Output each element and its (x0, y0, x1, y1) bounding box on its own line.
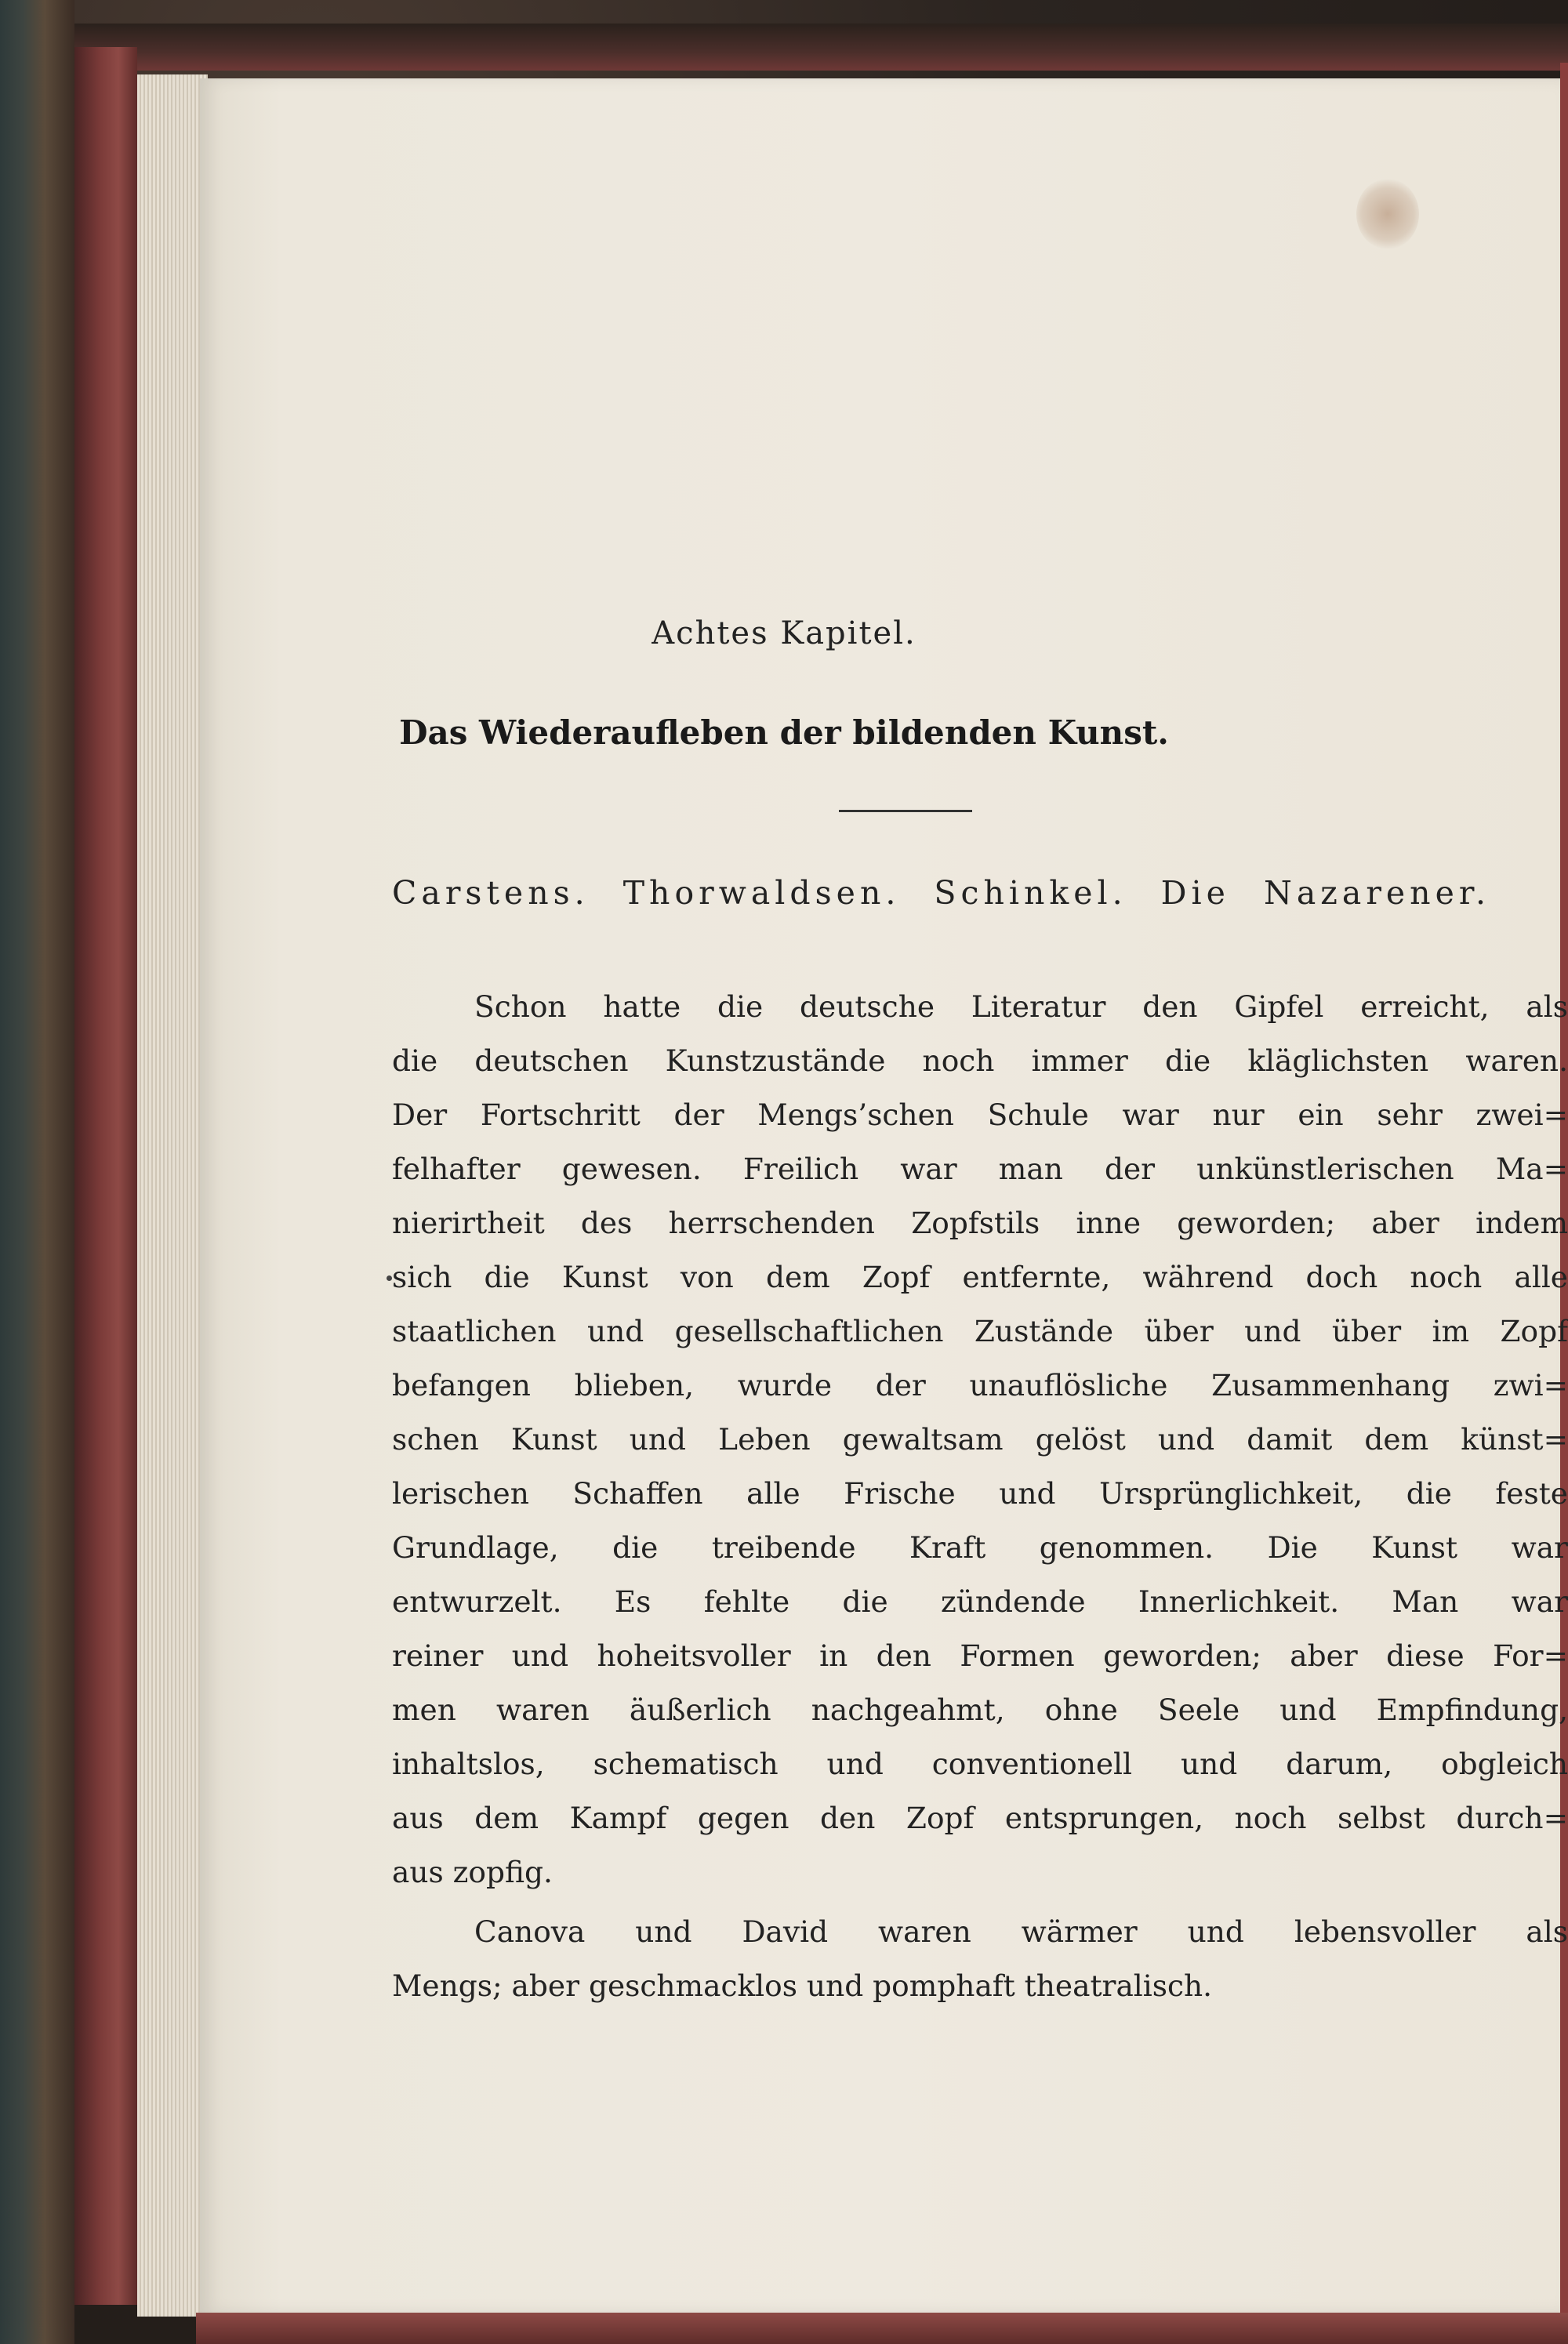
book-spine (0, 0, 74, 2344)
text-line: nierirtheit des herrschenden Zopfstils inne geworden; aber indem (392, 1206, 1568, 1240)
text-line: felhafter gewesen. Freilich war man der unkünstlerischen Ma= (392, 1152, 1568, 1186)
chapter-subheading: Carstens. Thorwaldsen. Schinkel. Die Nazarener. (392, 874, 1490, 912)
paragraph-1 (392, 980, 1568, 1900)
text-line: aus zopfig. (392, 1855, 553, 1889)
text-line: Mengs; aber geschmacklos und pomphaft theatralisch. (392, 1968, 1213, 2003)
text-line: Der Fortschritt der Mengs’schen Schule war nur ein sehr zwei= (392, 1098, 1568, 1132)
text-line: die deutschen Kunstzustände noch immer die kläglichsten waren. (392, 1043, 1568, 1078)
page-content (196, 0, 1568, 2344)
text-line: entwurzelt. Es fehlte die zündende Innerlichkeit. Man war (392, 1584, 1568, 1619)
text-line: reiner und hoheitsvoller in den Formen geworden; aber diese For= (392, 1638, 1568, 1673)
title-divider (839, 810, 972, 812)
text-line: Schon hatte die deutsche Literatur den Gipfel erreicht, als (474, 989, 1568, 1024)
text-line: Canova und David waren wärmer und lebensvoller als (474, 1914, 1568, 1949)
paragraph-2 (392, 1905, 1568, 2013)
chapter-title: Das Wiederaufleben der bildenden Kunst. (399, 713, 1169, 752)
text-line: Grundlage, die treibende Kraft genommen. Die Kunst war (392, 1530, 1568, 1565)
text-line: befangen blieben, wurde der unauflösliche Zusammenhang zwi= (392, 1368, 1568, 1402)
text-line: staatlichen und gesellschaftlichen Zustände über und über im Zopf (392, 1314, 1568, 1348)
text-line: aus dem Kampf gegen den Zopf entsprungen, noch selbst durch= (392, 1801, 1568, 1835)
chapter-number: Achtes Kapitel. (652, 615, 916, 651)
text-line: sich die Kunst von dem Zopf entfernte, während doch noch alle (392, 1260, 1568, 1294)
text-line: men waren äußerlich nachgeahmt, ohne Seele und Empfindung, (392, 1693, 1568, 1727)
text-line: lerischen Schaffen alle Frische und Ursprünglichkeit, die feste (392, 1476, 1568, 1511)
margin-mark (387, 1275, 392, 1281)
text-line: schen Kunst und Leben gewaltsam gelöst und damit dem künst= (392, 1422, 1568, 1457)
text-line: inhaltslos, schematisch und conventionell und darum, obgleich (392, 1747, 1568, 1781)
book-red-page-edge (74, 47, 137, 2305)
